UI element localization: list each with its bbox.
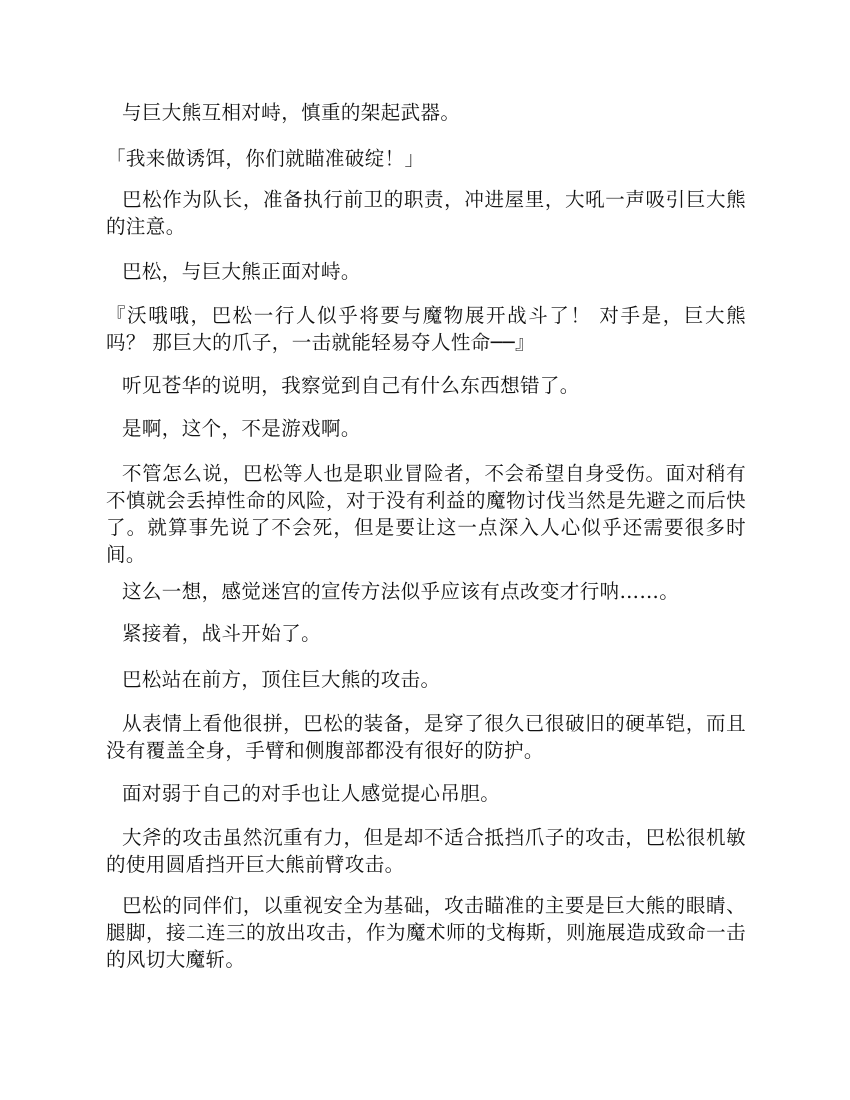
narration-paragraph: 『沃哦哦，巴松一行人似乎将要与魔物展开战斗了！ 对手是，巨大熊吗？ 那巨大的爪子，一击就能轻易夺人性命──』	[106, 304, 746, 354]
paragraph: 这么一想，感觉迷宫的宣传方法似乎应该有点改变才行呐……。	[122, 580, 680, 603]
paragraph: 是啊，这个，不是游戏啊。	[122, 417, 361, 440]
paragraph: 面对弱于自己的对手也让人感觉提心吊胆。	[122, 782, 501, 805]
paragraph: 与巨大熊互相对峙，慎重的架起武器。	[122, 101, 461, 124]
paragraph: 巴松，与巨大熊正面对峙。	[122, 260, 361, 283]
dialogue-paragraph: 「我来做诱饵，你们就瞄准破绽！」	[106, 147, 425, 170]
paragraph: 巴松的同伴们，以重视安全为基础，攻击瞄准的主要是巨大熊的眼睛、腿脚，接二连三的放出攻击，作为魔术师的戈梅斯，则施展造成致命一击的风切大魔斩。	[106, 894, 746, 971]
paragraph: 大斧的攻击虽然沉重有力，但是却不适合抵挡爪子的攻击，巴松很机敏的使用圆盾挡开巨大熊前臂攻击。	[106, 826, 746, 876]
paragraph: 紧接着，战斗开始了。	[122, 622, 322, 645]
paragraph: 不管怎么说，巴松等人也是职业冒险者，不会希望自身受伤。面对稍有不慎就会丢掉性命的风险，对于没有利益的魔物讨伐当然是先避之而后快了。就算事先说了不会死，但是要让这一点深入人心似乎还需要很多时间。	[106, 462, 746, 566]
paragraph: 巴松作为队长，准备执行前卫的职责，冲进屋里，大吼一声吸引巨大熊的注意。	[106, 188, 746, 238]
paragraph: 巴松站在前方，顶住巨大熊的攻击。	[122, 668, 441, 691]
paragraph: 听见苍华的说明，我察觉到自己有什么东西想错了。	[122, 374, 580, 397]
paragraph: 从表情上看他很拼，巴松的装备，是穿了很久已很破旧的硬革铠，而且没有覆盖全身，手臂和侧腹部都没有很好的防护。	[106, 712, 746, 762]
